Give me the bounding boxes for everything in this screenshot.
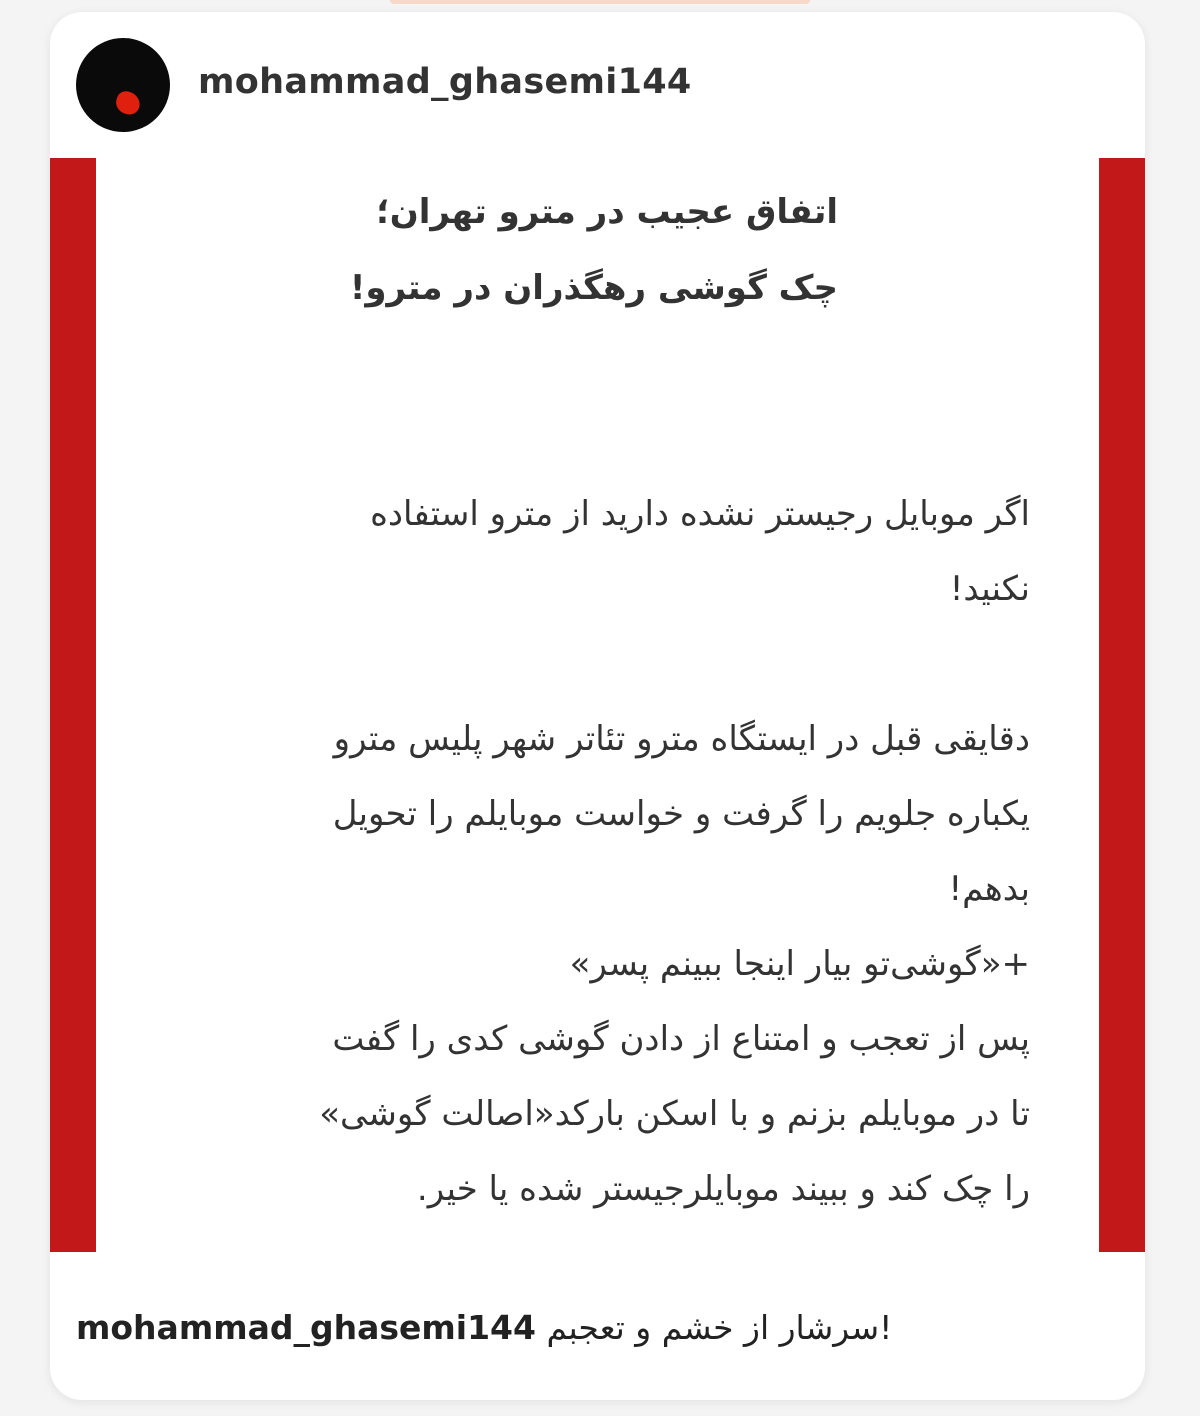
post-title-line-2: چک گوشی رهگذران در مترو! bbox=[349, 268, 838, 308]
body-line: دقایقی قبل در ایستگاه مترو تئاتر شهر پلیس مترو bbox=[333, 719, 1030, 759]
body-line: پس از تعجب و امتناع از دادن گوشی کدی را گفت bbox=[332, 1019, 1030, 1059]
body-line: نکنید! bbox=[949, 569, 1030, 609]
body-line: بدهم! bbox=[948, 869, 1030, 909]
right-red-border bbox=[1099, 158, 1145, 1252]
body-line: یکباره جلویم را گرفت و خواست موبایلم را تحویل bbox=[332, 794, 1030, 834]
caption-username[interactable]: mohammad_ghasemi144 bbox=[76, 1308, 536, 1347]
left-red-border bbox=[50, 158, 96, 1252]
instagram-post-card bbox=[50, 12, 1145, 1400]
post-username[interactable]: mohammad_ghasemi144 bbox=[198, 62, 692, 102]
body-line: +«گوشی‌تو بیار اینجا ببینم پسر» bbox=[569, 944, 1030, 984]
caption-text: سرشار از خشم و تعجبم! bbox=[546, 1308, 893, 1347]
avatar-red-splat-icon bbox=[113, 89, 143, 118]
post-caption bbox=[76, 1308, 892, 1347]
top-edge-highlight bbox=[390, 0, 810, 4]
avatar[interactable] bbox=[76, 38, 170, 132]
post-title-line-1: اتفاق عجیب در مترو تهران؛ bbox=[376, 192, 838, 232]
body-line: را چک کند و ببیند موبایلرجیستر شده یا خیر. bbox=[416, 1169, 1030, 1209]
body-line: تا در موبایلم بزنم و با اسکن بارکد«اصالت گوشی» bbox=[319, 1094, 1030, 1134]
body-line: اگر موبایل رجیستر نشده دارید از مترو استفاده bbox=[370, 494, 1030, 534]
